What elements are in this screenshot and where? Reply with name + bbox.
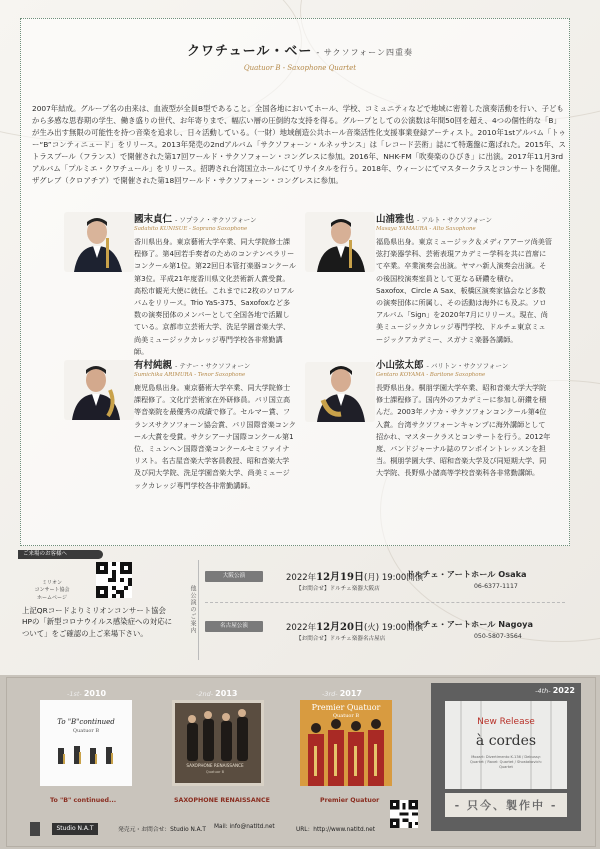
- member-name: 國末貞仁 - ソプラノ・サクソフォーン: [134, 214, 257, 225]
- member-photo: [305, 212, 375, 272]
- album-cover-subtitle: Quatuor B: [205, 770, 225, 774]
- qr-label: ミリオン コンサート協会 ホームページ: [34, 580, 70, 601]
- member-bio: 長野県出身。桐朋学園大学卒業、昭和音楽大学大学院修士課程修了。国内外のアカデミーに参加し研鑽を積んだ。2003年ノナカ・サクソフォンコンクール第4位入賞。台湾サクソフォーンキャンプに海外講師として招かれ、マスタークラスとコンサートを行う。2012年度、バンドジャーナル誌のワンポイントレッスンを担当。桐朋学園大学、昭和音楽大学及び同短期大学、同大学院、長野県小諸高等学校音楽科各非常勤講師。: [376, 383, 551, 478]
- album-number: -4th- 2022: [535, 686, 575, 695]
- page-title-en: Quatuor B - Saxophone Quartet: [243, 64, 357, 72]
- page-subtitle: - サクソフォーン四重奏: [316, 48, 413, 57]
- album-cover-title: SAXOPHONE RENAISSANCE: [186, 763, 244, 768]
- notice-text: 上記QRコードよりミリオンコンサート協会HPの「新型コロナウイルス感染症への対応について」をご確認の上ご来場下さい。: [22, 606, 172, 638]
- new-release-label: New Release: [477, 717, 535, 727]
- member-role: - アルト・サクソフォーン: [417, 216, 492, 224]
- venue-tag-nagoya: 名古屋公演: [205, 621, 263, 632]
- member-name-en: Gentaro KOYAMA - Baritone Saxophone: [376, 372, 486, 378]
- album-number: -3rd- 2017: [322, 689, 362, 698]
- footer-mail[interactable]: Mail: info@natltd.net: [214, 824, 275, 830]
- studio-logo: Studio N.A.T: [52, 823, 98, 835]
- concert-tel: 050-5807-3564: [474, 633, 522, 640]
- concert-label: 他公演のご案内: [189, 584, 196, 634]
- cd-icon: [30, 822, 40, 836]
- member-role: - バリトン・サクソフォーン: [426, 362, 509, 370]
- album-cover[interactable]: [172, 700, 264, 786]
- member-bio: 福島県出身。東京ミュージック＆メディアアーツ尚美管弦打楽器学科、芸術表現アカデミー学科を共に首席にて卒業。卒業演奏会出演。ヤマハ新人演奏会出演。その後国校演奏室員として更なる研鑽を積む。Saxofox、Circle A Sax、板橋区演奏家協会など多数の演奏団体に所属し、その活動は海外にも及ぶ。ソロアルバム「Sign」を2020年7月にリリース。現在、尚美ミュージックカレッジ専門学校、ドルチェ東京ミュージックアカデミー、スガナミ楽器各講師。: [376, 237, 552, 344]
- album-cover-subtitle: Quatuor B: [332, 713, 360, 719]
- member-name-en: Sadahito KUNISUE - Soprano Saxophone: [134, 226, 248, 232]
- concert-inquiry: 【お問合せ】ドルチェ楽器名古屋店: [296, 636, 386, 642]
- member-name: 山浦雅也 - アルト・サクソフォーン: [376, 214, 492, 225]
- qr-code[interactable]: [96, 562, 132, 598]
- divider: [198, 560, 199, 660]
- album-cover[interactable]: [300, 700, 392, 786]
- footer: [0, 818, 600, 842]
- notice-tab: ご来場のお客様へ: [18, 550, 103, 559]
- member-bio: 香川県出身。東京藝術大学卒業、同大学院修士課程修了。第4回若手奏者のためのコンテンペラリーコンクール第1位。第22回日本管打楽器コンクール第3位。平成21年度香川県文化芸術新人賞受賞。高松市観光大使に就任。これまでに2枚のソロアルバムをリリース。Trio YaS-375、Saxofoxなど多数の演奏団体のメンバーとして全国各地で活躍している。京都市立芸術大学、洗足学園音楽大学、尚美ミュージックカレッジ専門学校各非常勤講師。: [134, 237, 296, 356]
- page-title: クワチュール・ベー - サクソフォーン四重奏: [187, 44, 413, 59]
- member-name-en: Sumichika ARIMURA - Tenor Saxophone: [134, 372, 246, 378]
- member-photo: [64, 360, 134, 420]
- member-bio: 鹿児島県出身。東京藝術大学卒業、同大学院修士課程修了。文化庁芸術家在外研修員。パリ国立高等音楽院を最優秀の成績で修了。セルマー賞、フランスサクソフォーン協会賞、パリ国際音楽コンクール大賞を受賞。サクシアーナ国際コンクール第1位、ミュンヘン国際音楽コンクールセミファイナリスト。名古屋音楽大学客員教授、昭和音楽大学及び同大学院、洗足学園音楽大学、尚美ミュージックカレッジ専門学校各非常勤講師。: [134, 383, 296, 490]
- new-release-desc: Mozart: Divertimento K.136 / Debussy: Quartet / Ravel: Quartet / Shostakovich: Quartet: [470, 755, 542, 770]
- concert-inquiry: 【お問合せ】ドルチェ楽器大阪店: [296, 586, 380, 592]
- member-photo: [64, 212, 134, 272]
- member-photo: [305, 362, 375, 422]
- album-cover-title: To "B"continued: [57, 718, 115, 726]
- concert-date: 2022年12月19日(月) 19:00開演: [286, 572, 424, 583]
- qr-code[interactable]: [390, 800, 418, 828]
- album-cover[interactable]: [40, 700, 132, 786]
- intro-paragraph: 2007年結成。グループ名の由来は、血液型が全員B型であること。全国各地においてホール、学校、コミュニティなどで地域に密着した演奏活動を行い、子どもから多感な思春期の学生、働き盛りの世代、お年寄りまで、幅広い層の圧倒的な支持を得る。グループとしての公演数は年間50回を超え、4つの個性的な「B」が生み出す無限の可能性を持つ音楽を追求し、日々活動している。（一財）地域創造公共ホール音楽活性化支援事業登録アーティスト。2010年1stアルバム「トゥー“B”コンティニュード」をリリース。2013年発売の2ndアルバム「サクソフォーン・ルネッサンス」は「レコード芸術」誌にて特選盤に選ばれた。2015年、ストラスブール（フランス）で開催された第17回ワールド・サクソフォーン・コングレスに参加。2016年、NHK-FM「吹奏楽のひびき」に出演。2017年11月3rdアルバム「プルミエ・クワチュール」をリリース。招聘され台湾国立ホールにてリサイタルを行う。2018年、ウィーンにてマスタークラスとコンサートを開催。ザグレブ（クロアチア）で開催された第18回ワールド・サクソフォーン・コングレスに参加。: [32, 104, 566, 185]
- member-role: - ソプラノ・サクソフォーン: [175, 216, 257, 224]
- new-release-title: à cordes: [475, 733, 537, 749]
- concert-hall: ドルチェ・アートホール Osaka: [406, 569, 527, 579]
- concert-tel: 06-6377-1117: [474, 583, 518, 590]
- member-name: 小山弦太郎 - バリトン・サクソフォーン: [376, 360, 509, 371]
- divider: [205, 602, 565, 603]
- album-number: -1st- 2010: [67, 689, 107, 698]
- album-caption: SAXOPHONE RENAISSANCE: [174, 797, 270, 804]
- concert-hall: ドルチェ・アートホール Nagoya: [406, 619, 533, 629]
- member-name: 有村純親 - テナー・サクソフォーン: [134, 360, 251, 371]
- album-caption: Premier Quatuor: [320, 797, 380, 804]
- album-number: -2nd- 2013: [196, 689, 238, 698]
- new-release-card[interactable]: [431, 683, 581, 831]
- concert-date: 2022年12月20日(火) 19:00開演: [286, 622, 424, 633]
- album-caption: To "B" continued...: [50, 797, 117, 804]
- venue-tag-osaka: 大阪公演: [205, 571, 263, 582]
- footer-url[interactable]: URL：http://www.natltd.net: [296, 827, 376, 833]
- title-block: [0, 40, 600, 72]
- new-release-banner: - 只今、製作中 -: [454, 799, 558, 812]
- album-cover-title: Premier Quatuor: [311, 703, 381, 712]
- album-cover-subtitle: Quatuor B: [72, 728, 100, 734]
- member-role: - テナー・サクソフォーン: [175, 362, 251, 370]
- member-name-en: Masaya YAMAURA - Alto Saxophone: [376, 226, 476, 232]
- footer-publisher: 発売元・お問合せ：Studio N.A.T: [118, 827, 206, 833]
